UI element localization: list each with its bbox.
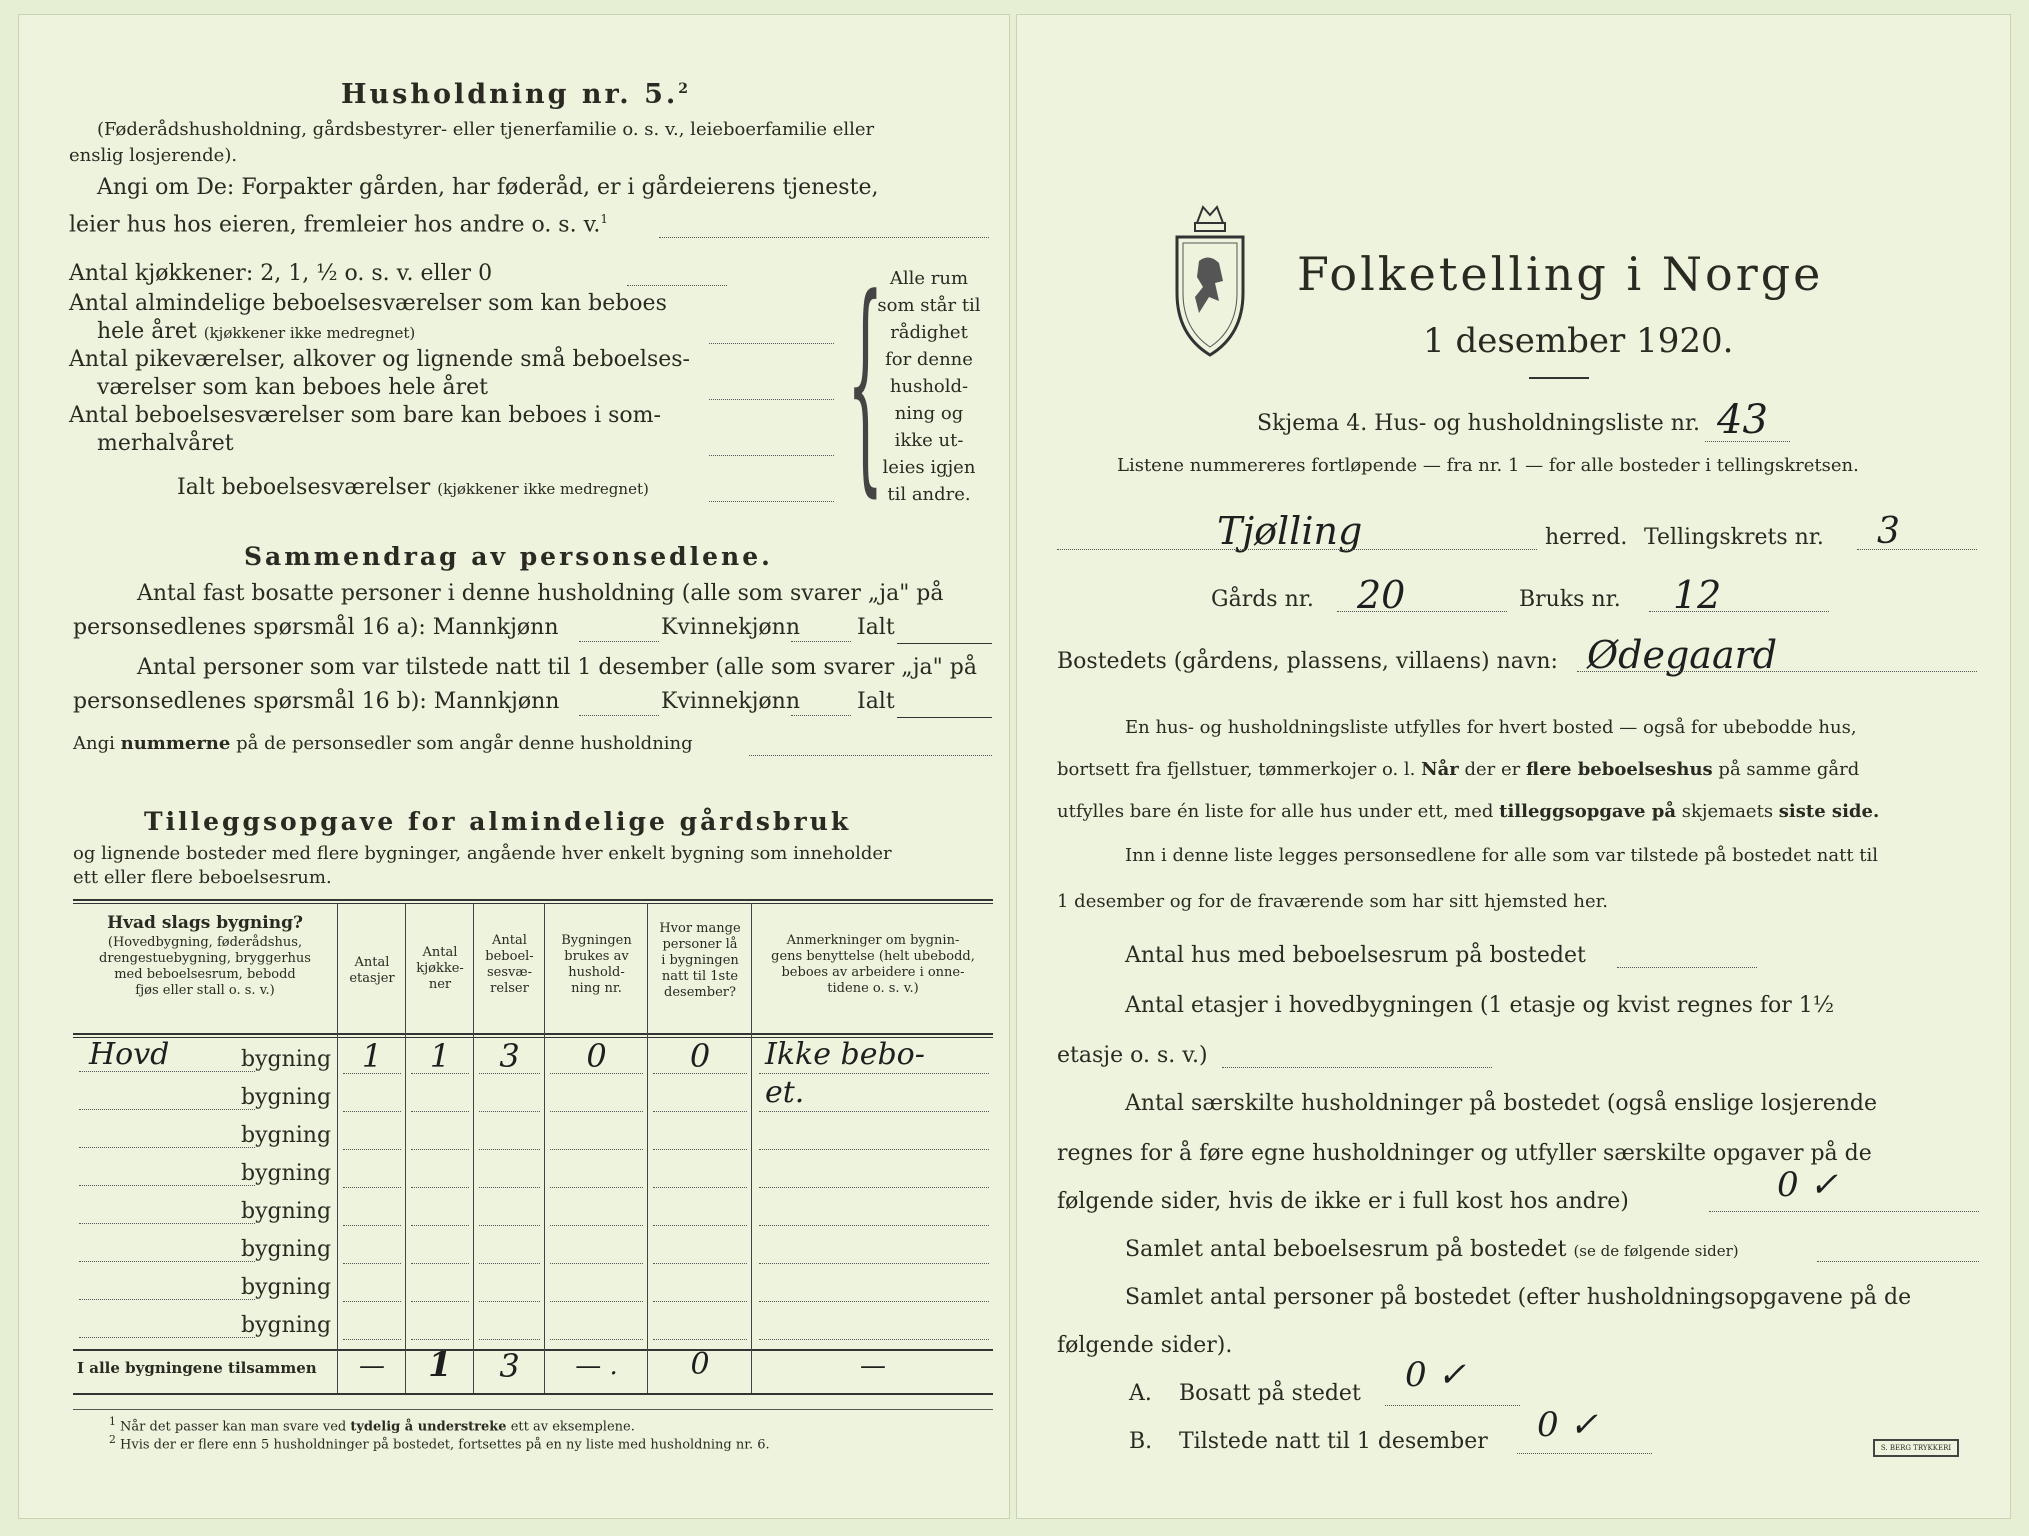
- col-header-vaerelser: Antal beboel- sesvæ- relser: [485, 933, 534, 996]
- pike-field[interactable]: [709, 399, 834, 400]
- a-field: [1385, 1405, 1520, 1406]
- cell-anmerkning[interactable]: Ikke bebo-: [765, 1037, 925, 1072]
- fast-mann-field[interactable]: [579, 641, 659, 642]
- total-vaerelser[interactable]: 3: [499, 1347, 520, 1385]
- cell-line: [411, 1263, 469, 1264]
- angi-nummerne: Angi nummerne på de personsedler som angår denne husholdning: [73, 733, 693, 754]
- cell-line: [343, 1073, 401, 1074]
- cell-line: [550, 1263, 643, 1264]
- row-suffix: bygning: [241, 1275, 332, 1300]
- total-etasjer[interactable]: —: [359, 1351, 385, 1381]
- col-rule-3: [473, 903, 474, 1393]
- summary-p2-line1: Antal personer som var tilstede natt til 1 desember (alle som svarer „ja" på: [137, 655, 977, 680]
- tilstede-kvinne-field[interactable]: [791, 715, 851, 716]
- cell-line: [759, 1149, 989, 1150]
- cell-line: [653, 1073, 747, 1074]
- cell-line: [759, 1263, 989, 1264]
- cell-line: [479, 1263, 540, 1264]
- cell-line: [550, 1301, 643, 1302]
- tilstede-kvinne-label: Kvinnekjønn: [661, 689, 800, 714]
- cell-line: [479, 1187, 540, 1188]
- q-sarskilte-value[interactable]: 0 ✓: [1777, 1165, 1838, 1205]
- b-text: Tilstede natt til 1 desember: [1179, 1429, 1488, 1454]
- fast-kvinne-label: Kvinnekjønn: [661, 615, 800, 640]
- col-rule-2: [405, 903, 406, 1393]
- q-samlet-rum-field[interactable]: [1817, 1261, 1979, 1262]
- printer-stamp: S. BERG TRYKKERI: [1873, 1439, 1959, 1457]
- cell-line: [411, 1225, 469, 1226]
- table-top-rule-2: [73, 903, 993, 904]
- angi-answer-line[interactable]: [659, 237, 989, 238]
- summary-p2-line2: personsedlenes spørsmål 16 b): Mannkjønn: [73, 689, 560, 714]
- cell-line: [343, 1301, 401, 1302]
- rooms-pike-1: Antal pikeværelser, alkover og lignende små beboelses-: [69, 347, 690, 372]
- footnote-2: $^2$ Hvis der er flere enn 5 husholdninger på bostedet, fortsettes på en ny liste med husholdning nr. 6.: [109, 1433, 770, 1453]
- building-name-line: [79, 1299, 255, 1300]
- tilstede-mann-field[interactable]: [579, 715, 659, 716]
- q-sarskilte-2: regnes for å føre egne husholdninger og utfyller særskilte opgaver på de: [1057, 1141, 1872, 1166]
- summary-p1-line2: personsedlenes spørsmål 16 a): Mannkjønn: [73, 615, 559, 640]
- col-rule-5: [647, 903, 648, 1393]
- rooms-alm-1: Antal almindelige beboelsesværelser som kan beboes: [69, 291, 667, 316]
- cell-line: [479, 1339, 540, 1340]
- herred-line: [1057, 549, 1537, 550]
- rooms-alm-2: hele året (kjøkkener ikke medregnet): [97, 319, 416, 344]
- household-title: Husholdning nr. 5.$^2$: [341, 79, 692, 110]
- herred-value[interactable]: Tjølling: [1217, 509, 1363, 553]
- herred-label: herred.: [1545, 525, 1628, 550]
- q-sarskilte-3: følgende sider, hvis de ikke er i full kost hos andre): [1057, 1189, 1629, 1214]
- building-name-line: [79, 1337, 255, 1338]
- q-hus: Antal hus med beboelsesrum på bostedet: [1125, 943, 1586, 968]
- cell-line: [653, 1111, 747, 1112]
- info2-line1: Inn i denne liste legges personsedlene for alle som var tilstede på bostedet natt til: [1125, 845, 1879, 866]
- cell-kjokkener[interactable]: 1: [429, 1037, 451, 1075]
- cell-line: [479, 1073, 540, 1074]
- fast-ialt-field[interactable]: [897, 643, 992, 644]
- intro-line-1: (Føderådshusholdning, gårdsbestyrer- eller tjenerfamilie o. s. v., leieboerfamilie eller: [97, 119, 875, 140]
- gards-label: Gårds nr.: [1211, 587, 1314, 612]
- row-suffix: bygning: [241, 1313, 332, 1338]
- fast-kvinne-field[interactable]: [791, 641, 851, 642]
- row-suffix: bygning: [241, 1237, 332, 1262]
- total-kjokkener[interactable]: 1: [428, 1345, 452, 1385]
- row-suffix: bygning: [241, 1085, 332, 1110]
- total-personer[interactable]: 0: [690, 1347, 710, 1382]
- info1-line3: utfylles bare én liste for alle hus under ett, med tilleggsopgave på skjemaets siste side.: [1057, 801, 1880, 822]
- footnote-1: $^1$ Når det passer kan man svare ved tydelig å understreke ett av eksemplene.: [109, 1415, 635, 1435]
- krets-line: [1857, 549, 1977, 550]
- cell-line: [653, 1301, 747, 1302]
- b-field: [1517, 1453, 1652, 1454]
- info1-line2: bortsett fra fjellstuer, tømmerkojer o. l. Når der er flere beboelseshus på samme gård: [1057, 759, 1860, 780]
- info1-line1: En hus- og husholdningsliste utfylles for hvert bosted — også for ubebodde hus,: [1125, 717, 1857, 738]
- q-etasjer-1: Antal etasjer i hovedbygningen (1 etasje og kvist regnes for 1½: [1125, 993, 1835, 1018]
- skjema-number[interactable]: 43: [1717, 397, 1768, 443]
- total-husholdning[interactable]: — .: [575, 1351, 618, 1381]
- angi-line-2: leier hus hos eieren, fremleier hos andre o. s. v.$^1$: [69, 212, 609, 238]
- col-rule-4: [544, 903, 545, 1393]
- cell-etasjer[interactable]: 1: [361, 1037, 383, 1075]
- col-header-personer: Hvor mange personer lå i bygningen natt til 1ste desember?: [659, 921, 741, 1000]
- kjokkener-field[interactable]: [627, 285, 727, 286]
- b-value[interactable]: 0 ✓: [1537, 1405, 1598, 1445]
- building-name-line: [79, 1223, 255, 1224]
- rooms-pike-2: værelser som kan beboes hele året: [97, 375, 488, 400]
- coat-of-arms-icon: [1169, 201, 1251, 361]
- left-page: [18, 14, 1010, 1519]
- gards-value[interactable]: 20: [1357, 573, 1406, 617]
- skjema-number-line: [1705, 441, 1790, 442]
- q-etasjer-2: etasje o. s. v.): [1057, 1043, 1208, 1068]
- cell-line: [653, 1149, 747, 1150]
- total-anm[interactable]: —: [860, 1351, 886, 1381]
- cell-line: [550, 1149, 643, 1150]
- rooms-side-note: Alle rum som står til rådighet for denne hushold- ning og ikke ut- leies igjen til andre.: [877, 268, 981, 505]
- cell-line: [411, 1073, 469, 1074]
- cell-line: [479, 1149, 540, 1150]
- bruks-value[interactable]: 12: [1673, 573, 1722, 617]
- cell-line: [653, 1187, 747, 1188]
- cell-husholdning[interactable]: 0: [586, 1037, 607, 1075]
- q-sarskilte-1: Antal særskilte husholdninger på bostedet (også enslige losjerende: [1125, 1091, 1878, 1116]
- cell-line: [411, 1301, 469, 1302]
- bosted-value[interactable]: Ødegaard: [1587, 633, 1778, 677]
- bosted-label: Bostedets (gårdens, plassens, villaens) navn:: [1057, 649, 1558, 674]
- skjema-label: Skjema 4. Hus- og husholdningsliste nr.: [1257, 411, 1700, 436]
- total-label: I alle bygningene tilsammen: [77, 1359, 317, 1377]
- cell-line: [759, 1073, 989, 1074]
- building-name-line: [79, 1185, 255, 1186]
- row-suffix: bygning: [241, 1123, 332, 1148]
- footnote-rule: [73, 1409, 993, 1410]
- q-samlet-pers-1: Samlet antal personer på bostedet (efter husholdningsopgavene på de: [1125, 1285, 1912, 1310]
- alm-field[interactable]: [709, 343, 834, 344]
- building-name-line: [79, 1147, 255, 1148]
- summary-title: Sammendrag av personsedlene.: [244, 542, 773, 571]
- ialt-field[interactable]: [709, 501, 834, 502]
- cell-line: [479, 1111, 540, 1112]
- cell-line: [343, 1111, 401, 1112]
- bruks-line: [1649, 611, 1829, 612]
- krets-label: Tellingskrets nr.: [1644, 525, 1824, 550]
- listene-note: Listene nummereres fortløpende — fra nr. 1 — for alle bosteder i tellingskretsen.: [1117, 455, 1859, 476]
- fast-ialt-label: Ialt: [857, 615, 895, 640]
- table-header-rule: [73, 1033, 993, 1035]
- rooms-ialt: Ialt beboelsesværelser (kjøkkener ikke medregnet): [177, 475, 649, 500]
- cell-line: [550, 1073, 643, 1074]
- cell-line: [479, 1301, 540, 1302]
- q-hus-field[interactable]: [1617, 967, 1757, 968]
- table-bottom-rule: [73, 1393, 993, 1395]
- rooms-sommer-2: merhalvåret: [97, 431, 234, 456]
- building-name-line: [79, 1071, 255, 1072]
- q-samlet-pers-2: følgende sider).: [1057, 1333, 1233, 1358]
- q-etasjer-field[interactable]: [1222, 1067, 1492, 1068]
- intro-line-2: enslig losjerende).: [69, 145, 238, 166]
- right-page: [1016, 14, 2011, 1519]
- cell-line: [411, 1187, 469, 1188]
- a-text: Bosatt på stedet: [1179, 1381, 1361, 1406]
- bosted-line: [1577, 671, 1977, 672]
- cell-line: [759, 1225, 989, 1226]
- col-rule-1: [337, 903, 338, 1393]
- brace-icon: {: [847, 250, 884, 517]
- cell-line: [343, 1149, 401, 1150]
- rooms-kjokkener: Antal kjøkkener: 2, 1, ½ o. s. v. eller 0: [69, 261, 493, 286]
- col-header-husholdning: Bygningen brukes av hushold- ning nr.: [561, 933, 632, 996]
- angi-line-1: Angi om De: Forpakter gården, har føderåd, er i gårdeierens tjeneste,: [97, 175, 879, 200]
- cell-line: [759, 1339, 989, 1340]
- q-samlet-rum: Samlet antal beboelsesrum på bostedet (se de følgende sider): [1125, 1237, 1739, 1262]
- cell-line: [759, 1187, 989, 1188]
- cell-line: [550, 1225, 643, 1226]
- census-title: Folketelling i Norge: [1297, 247, 1824, 301]
- nummerne-field[interactable]: [749, 755, 992, 756]
- col-header-type: Hvad slags bygning? (Hovedbygning, føderådshus, drengestuebygning, bryggerhus med beboelsesrum, bebodd fjøs eller stall o. s. v.): [99, 913, 311, 998]
- row-suffix: bygning: [241, 1161, 332, 1186]
- table-top-rule: [73, 899, 993, 901]
- tillegg-line-2: ett eller flere beboelsesrum.: [73, 867, 332, 888]
- tilstede-ialt-label: Ialt: [857, 689, 895, 714]
- row-suffix: bygning: [241, 1047, 332, 1072]
- a-value[interactable]: 0 ✓: [1405, 1355, 1466, 1395]
- col-header-etasjer: Antal etasjer: [349, 955, 395, 986]
- building-name-line: [79, 1109, 255, 1110]
- cell-line: [343, 1187, 401, 1188]
- cell-line: [653, 1339, 747, 1340]
- cell-line: [343, 1339, 401, 1340]
- cell-vaerelser[interactable]: 3: [499, 1037, 520, 1075]
- gards-line: [1337, 611, 1507, 612]
- row-suffix: bygning: [241, 1199, 332, 1224]
- col-header-kjokkener: Antal kjøkke- ner: [416, 945, 464, 992]
- sommer-field[interactable]: [709, 455, 834, 456]
- building-name-line: [79, 1261, 255, 1262]
- census-date: 1 desember 1920.: [1423, 321, 1734, 361]
- cell-line: [653, 1225, 747, 1226]
- cell-line: [759, 1111, 989, 1112]
- summary-p1-line1: Antal fast bosatte personer i denne husholdning (alle som svarer „ja" på: [137, 581, 944, 606]
- cell-line: [411, 1111, 469, 1112]
- col-rule-6: [751, 903, 752, 1393]
- tillegg-line-1: og lignende bosteder med flere bygninger, angående hver enkelt bygning som inneholder: [73, 843, 892, 864]
- cell-line: [343, 1225, 401, 1226]
- b-label: B.: [1129, 1429, 1153, 1454]
- cell-line: [653, 1263, 747, 1264]
- tillegg-title: Tilleggsopgave for almindelige gårdsbruk: [144, 807, 852, 836]
- cell-line: [759, 1301, 989, 1302]
- cell-line: [550, 1339, 643, 1340]
- a-label: A.: [1129, 1381, 1152, 1406]
- cell-line: [550, 1187, 643, 1188]
- tilstede-ialt-field[interactable]: [897, 717, 992, 718]
- krets-value[interactable]: 3: [1877, 511, 1900, 552]
- col-header-anmerkninger: Anmerkninger om bygnin- gens benyttelse (helt ubebodd, beboes av arbeidere i onne- tidene o. s. v.): [771, 933, 975, 996]
- cell-line: [343, 1263, 401, 1264]
- cell-line: [411, 1149, 469, 1150]
- building-name[interactable]: Hovd: [89, 1037, 170, 1072]
- info2-line2: 1 desember og for de fraværende som har sitt hjemsted her.: [1057, 891, 1608, 912]
- bruks-label: Bruks nr.: [1519, 587, 1621, 612]
- cell-personer[interactable]: 0: [689, 1037, 711, 1075]
- q-sarskilte-field: [1709, 1211, 1979, 1212]
- title-divider: [1529, 377, 1589, 379]
- cell-anmerkning[interactable]: et.: [765, 1075, 805, 1110]
- rooms-sommer-1: Antal beboelsesværelser som bare kan beboes i som-: [69, 403, 661, 428]
- cell-line: [550, 1111, 643, 1112]
- cell-line: [479, 1225, 540, 1226]
- cell-line: [411, 1339, 469, 1340]
